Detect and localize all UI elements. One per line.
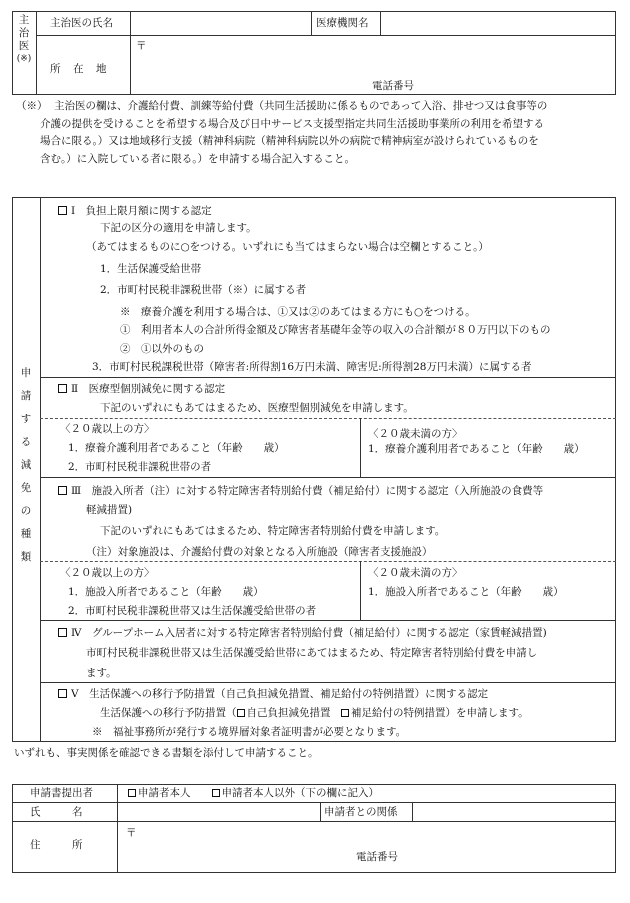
section-4-title[interactable]: Ⅳ グループホーム入居者に対する特定障害者特別給付費（補足給付）に関する認定（家賃軽減措置) xyxy=(58,626,547,640)
s5-opt2-checkbox[interactable] xyxy=(341,709,349,717)
s3-column-divider xyxy=(360,561,361,620)
s2-left-item-2[interactable]: 2．市町村民税非課税世帯の者 xyxy=(68,461,212,473)
self-checkbox[interactable] xyxy=(128,789,136,797)
s1-option-1[interactable]: 1．生活保護受給世帯 xyxy=(100,263,202,275)
s3-right-item-1[interactable]: 1．施設入所者であること（年齢 歳） xyxy=(368,586,564,598)
s3-note: （注）対象施設は、介護給付費の対象となる入所施設（障害者支援施設） xyxy=(86,546,433,558)
reduction-side-divider xyxy=(40,197,41,742)
doctor-label-divider xyxy=(130,11,131,95)
section-4-checkbox[interactable] xyxy=(58,628,67,637)
doctor-row-divider xyxy=(36,35,616,36)
s1-sub-option-1[interactable]: ① 利用者本人の合計所得金額及び障害者基礎年金等の収入の合計額が８０万円以下のもの xyxy=(120,324,551,336)
s2-right-header: 〈２０歳未満の方〉 xyxy=(368,428,463,440)
s5-note: ※ 福祉事務所が発行する境界層対象者証明書が必要となります。 xyxy=(92,726,407,738)
s1-option-2[interactable]: 2．市町村民税非課税世帯（※）に属する者 xyxy=(100,284,307,296)
s2-left-item-1[interactable]: 1．療養介護利用者であること（年齢 歳） xyxy=(68,442,285,454)
s4-line-1: 市町村民税非課税世帯又は生活保護受給世帯にあてはまるため、特定障害者特別給付費を申請し xyxy=(86,647,538,659)
relation-divider-2 xyxy=(412,802,413,821)
other-option-label[interactable]: 申請者本人以外（下の欄に記入） xyxy=(221,787,379,799)
s1-line-1: 下記の区分の適用を申請します。 xyxy=(100,222,257,234)
s1-care-note: ※ 療養介護を利用する場合は、①又は②のあてはまる方にも○をつける。 xyxy=(120,306,476,318)
submitter-name-label: 氏 名 xyxy=(30,806,83,818)
s5-opt1-checkbox[interactable] xyxy=(237,709,245,717)
s3-title-cont: 軽減措置) xyxy=(86,504,133,516)
s1-divider xyxy=(40,377,616,378)
doctor-address-label: 所 在 地 xyxy=(50,63,108,75)
section-5-title[interactable]: Ⅴ 生活保護への移行予防措置（自己負担減免措置、補足給付の特例措置）に関する認定 xyxy=(58,687,488,701)
doctor-note-text: 主治医の欄は、介護給付費、訓練等給付費（共同生活援助に係るものであって入浴、排せつ又は食事等の 介護の提供を受けることを希望する場合及び日中サービス支援型指定共同生活援助事業所の利用を希望する 場合に限る。）又は地域移行支援（精神科病院（精神科病院以外の病院で精神病室が設けられているものを 含む。）に入院している者に限る。）を申請する場合記入すること。 xyxy=(40,100,548,165)
s3-divider xyxy=(40,620,616,621)
s3-dashed-divider xyxy=(40,561,616,562)
section-3-title[interactable]: Ⅲ 施設入所者（注）に対する特定障害者特別給付費（補足給付）に関する認定（入所施設の食費等 xyxy=(58,484,543,498)
section-2-checkbox[interactable] xyxy=(58,384,67,393)
submitter-postal-mark: 〒 xyxy=(126,827,137,839)
reduction-side-label: 申 請 す る 減 免 の 種 類 xyxy=(20,367,32,563)
submitter-row-1-divider xyxy=(12,802,616,803)
doctor-postal-mark: 〒 xyxy=(136,40,147,52)
s3-right-header: 〈２０歳未満の方〉 xyxy=(368,567,463,579)
s4-line-2: ます。 xyxy=(86,667,117,679)
doctor-phone-label: 電話番号 xyxy=(372,80,414,92)
s2-line: 下記のいずれにもあてはまるため、医療型個別減免を申請します。 xyxy=(100,402,414,414)
submitter-phone-label: 電話番号 xyxy=(356,851,398,863)
s5-line: 生活保護への移行予防措置（ 自己負担減免措置 補足給付の特例措置）を申請します。 xyxy=(100,707,529,719)
doctor-name-label: 主治医の氏名 xyxy=(50,17,113,29)
s2-column-divider xyxy=(360,418,361,477)
submitter-row-2-divider xyxy=(12,821,616,822)
section-1-title[interactable]: Ⅰ 負担上限月額に関する認定 xyxy=(58,204,212,218)
doctor-side-label: 主 治 医 (※) xyxy=(16,14,32,64)
s3-left-header: 〈２０歳以上の方〉 xyxy=(60,567,155,579)
relation-label: 申請者との関係 xyxy=(324,806,398,818)
doctor-inst-divider-2 xyxy=(380,11,381,35)
submitter-address-label: 住 所 xyxy=(30,839,83,851)
self-option-label[interactable]: 申請者本人 xyxy=(138,787,191,799)
s2-dashed-divider xyxy=(40,418,616,419)
submitter-label-divider xyxy=(117,784,118,873)
s2-right-item-1[interactable]: 1．療養介護利用者であること（年齢 歳） xyxy=(368,443,585,455)
s5-opt1-label[interactable]: 自己負担減免措置 xyxy=(246,707,331,719)
section-1-checkbox[interactable] xyxy=(58,206,67,215)
section-3-checkbox[interactable] xyxy=(58,486,67,495)
section-5-checkbox[interactable] xyxy=(58,689,67,698)
footer-note: いずれも、事実関係を確認できる書類を添付して申請すること。 xyxy=(14,747,319,759)
other-checkbox[interactable] xyxy=(212,789,220,797)
section-2-title[interactable]: Ⅱ 医療型個別減免に関する認定 xyxy=(58,382,225,396)
s3-left-item-1[interactable]: 1．施設入所者であること（年齢 歳） xyxy=(68,586,264,598)
s4-divider xyxy=(40,682,616,683)
s1-sub-option-2[interactable]: ② ①以外のもの xyxy=(120,343,204,355)
submitter-label: 申請書提出者 xyxy=(30,787,93,799)
s3-left-item-2[interactable]: 2．市町村民税非課税世帯又は生活保護受給世帯の者 xyxy=(68,605,317,617)
s2-left-header: 〈２０歳以上の方〉 xyxy=(60,423,155,435)
submitter-options[interactable] xyxy=(128,786,379,800)
s5-opt2-label[interactable]: 補足給付の特例措置 xyxy=(351,707,446,719)
s2-divider xyxy=(40,477,616,478)
doctor-note-mark: （※） xyxy=(16,100,48,112)
s1-option-3[interactable]: 3．市町村民税課税世帯（障害者:所得割16万円未満、障害児:所得割28万円未満）に属する者 xyxy=(92,361,532,373)
s3-line: 下記のいずれにもあてはまるため、特定障害者特別給付費を申請します。 xyxy=(100,525,446,537)
doctor-side-divider xyxy=(36,11,37,95)
institution-label: 医療機関名 xyxy=(316,17,369,29)
relation-divider-1 xyxy=(320,802,321,821)
doctor-inst-divider-1 xyxy=(311,11,312,35)
s1-line-2: （あてはまるものに○をつける。いずれにも当てはまらない場合は空欄とすること。） xyxy=(86,241,489,253)
